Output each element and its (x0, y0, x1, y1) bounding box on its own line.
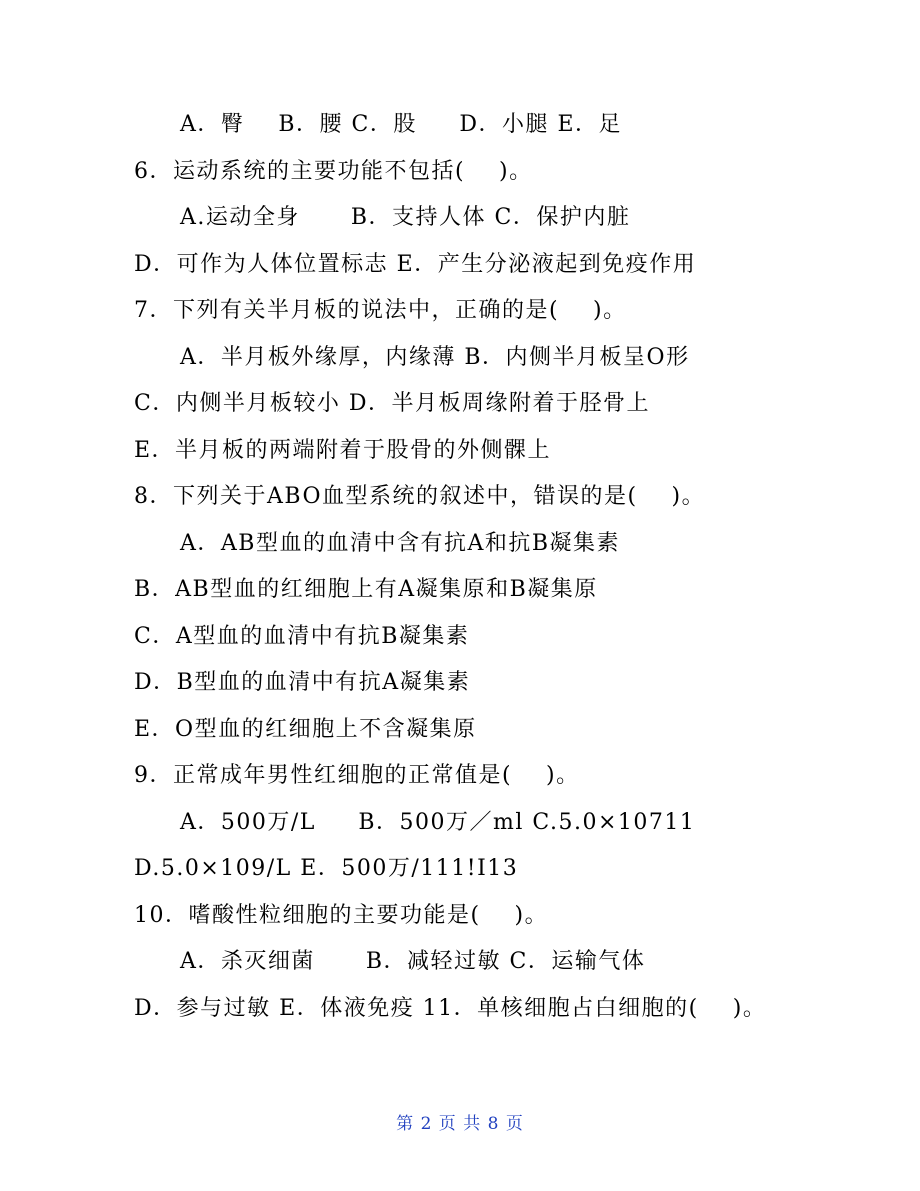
question-8: 8．下列关于ABO血型系统的叙述中，错误的是( )。 (134, 484, 706, 509)
option-line-q8-e: E．O型血的红细胞上不含凝集原 (134, 717, 477, 742)
question-7: 7．下列有关半月板的说法中，正确的是( )。 (134, 298, 627, 323)
question-9: 9．正常成年男性红细胞的正常值是( )。 (134, 763, 580, 788)
option-line-q8-d: D．B型血的血清中有抗A凝集素 (134, 670, 471, 695)
option-line-q9-d: D.5.0×109/L E．500万/111!I13 (134, 856, 519, 881)
page-number-footer: 第 2 页 共 8 页 (396, 1114, 524, 1134)
option-line-q8-c: C．A型血的血清中有抗B凝集素 (134, 624, 470, 649)
question-10: 10．嗜酸性粒细胞的主要功能是( )。 (134, 903, 549, 928)
option-line-q7-a: A．半月板外缘厚，内缘薄 B．内侧半月板呈O形 (180, 345, 690, 370)
option-line-q6-a: A.运动全身 B．支持人体 C．保护内脏 (180, 205, 631, 230)
option-line-q7-e: E．半月板的两端附着于股骨的外侧髁上 (134, 438, 552, 463)
option-line-q8-b: B．AB型血的红细胞上有A凝集原和B凝集原 (134, 577, 598, 602)
option-line-q7-c: C．内侧半月板较小 D．半月板周缘附着于胫骨上 (134, 391, 650, 416)
question-6: 6．运动系统的主要功能不包括( )。 (134, 159, 533, 184)
option-line-q9-a: A．500万/L B．500万／ml C.5.0×10711 (180, 810, 696, 835)
option-line-q10-d: D．参与过敏 E．体液免疫 11．单核细胞占白细胞的( )。 (134, 996, 767, 1021)
option-line-q6-d: D．可作为人体位置标志 E．产生分泌液起到免疫作用 (134, 252, 697, 277)
option-line-q8-a: A．AB型血的血清中含有抗A和抗B凝集素 (180, 531, 620, 556)
option-line-q10-a: A．杀灭细菌 B．减轻过敏 C．运输气体 (180, 949, 646, 974)
option-line-q5: A．臀 B．腰 C．股 D．小腿 E．足 (180, 112, 623, 137)
